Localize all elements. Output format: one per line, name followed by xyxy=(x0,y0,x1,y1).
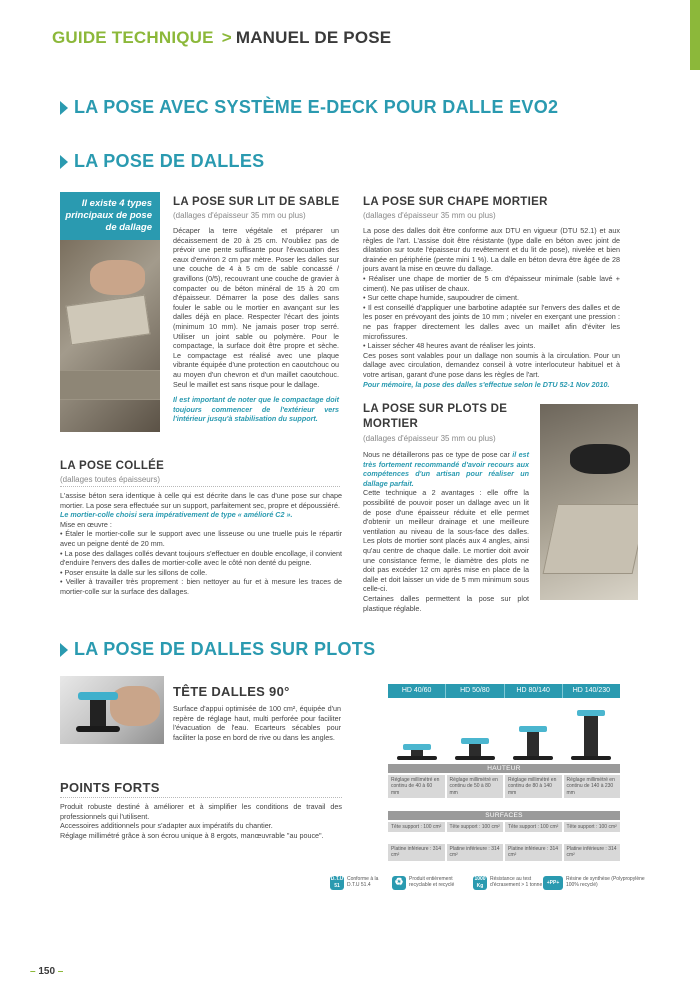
pedestal-icon xyxy=(513,726,553,760)
product-table xyxy=(388,684,620,884)
pp-icon: +PP+ xyxy=(543,876,563,890)
mortar-pads-title-line1: LA POSE SUR PLOTS DE xyxy=(363,403,508,415)
header-title: GUIDE TECHNIQUE xyxy=(52,28,214,47)
mortar-pads-title-line2: MORTIER xyxy=(363,418,419,430)
badge-label: Résine de synthèse (Polypropylène 100% recyclé) xyxy=(566,876,645,888)
product-header xyxy=(388,684,620,698)
mortar-pads-intro: Nous ne détaillerons pas ce type de pose car xyxy=(363,450,510,459)
arrow-icon xyxy=(60,155,68,169)
glued-title: LA POSE COLLÉE xyxy=(60,460,165,472)
product-label: HD 80/140 xyxy=(505,684,563,698)
pedestal-icon xyxy=(571,710,611,760)
badge-recycle xyxy=(392,876,467,890)
base-cell: Platine inférieure : 314 cm² xyxy=(388,844,445,861)
badge-weight xyxy=(473,876,550,890)
sand-subtitle: (dallages d'épaisseur 35 mm ou plus) xyxy=(173,211,306,220)
glued-subtitle: (dallages toutes épaisseurs) xyxy=(60,475,161,484)
pedestal-icon xyxy=(397,744,437,760)
divider xyxy=(60,486,340,487)
glued-text2: Mise en œuvre : xyxy=(60,519,112,529)
pedestal-head-title: TÊTE DALLES 90° xyxy=(173,684,290,699)
mortar-screed-text2: Ces poses sont valables pour un dallage non soumis à la circulation. Pour un dallage avec circulation, demandez conseil à votre interlocuteur habituel et à votre artisan, garant d'une pose dans les règles de l'art. xyxy=(363,350,620,379)
header-subtitle: MANUEL DE POSE xyxy=(235,28,392,47)
glued-bullet: • La pose des dallages collés devant toujours s'effectuer en double encollage, il convient d'enduire l'envers des dalles de mortier-colle avec le côté non denté du peigne. xyxy=(60,548,342,568)
sand-laying-photo xyxy=(60,240,160,432)
divider xyxy=(60,797,342,798)
mortar-screed-bullet: • Sur cette chape humide, saupoudrer de ciment. xyxy=(363,293,519,303)
mortar-screed-subtitle: (dallages d'épaisseur 35 mm ou plus) xyxy=(363,211,496,220)
badge-label: Conforme à la D.T.U 51.4 xyxy=(347,876,379,888)
height-cell: Réglage millimétré en continu de 50 à 80 mm xyxy=(447,775,504,798)
product-label: HD 50/80 xyxy=(446,684,504,698)
page-header xyxy=(52,28,391,48)
strengths-line: Accessoires additionnels pour s'adapter aux impératifs du chantier. xyxy=(60,821,273,831)
head-cell: Tête support : 100 cm² xyxy=(388,822,445,832)
head-cell: Tête support : 100 cm² xyxy=(564,822,621,832)
base-cell: Platine inférieure : 314 cm² xyxy=(564,844,621,861)
page-footer: – 150 – xyxy=(30,966,64,977)
corner-accent-bar xyxy=(690,0,700,70)
badge-dtu xyxy=(330,876,383,890)
product-images xyxy=(388,702,620,760)
mortar-pads-title xyxy=(363,402,507,432)
strengths-line: Produit robuste destiné à améliorer et à simplifier les conditions de travail des professionnels qui l'utilisent. xyxy=(60,802,342,821)
main-title-text: LA POSE AVEC SYSTÈME E-DECK POUR DALLE EVO2 xyxy=(74,97,559,117)
section2-title-text: LA POSE DE DALLES SUR PLOTS xyxy=(74,639,376,659)
base-cell: Platine inférieure : 314 cm² xyxy=(505,844,562,861)
height-cell: Réglage millimétré en continu de 140 à 230 mm xyxy=(564,775,621,798)
pedestal-icon xyxy=(455,738,495,760)
section1-title xyxy=(60,151,264,172)
mortar-pads-photo xyxy=(540,404,638,600)
arrow-icon xyxy=(60,643,68,657)
height-cell: Réglage millimétré en continu de 80 à 140 mm xyxy=(505,775,562,798)
pedestal-photo xyxy=(60,676,164,744)
mortar-pads-subtitle: (dallages d'épaisseur 35 mm ou plus) xyxy=(363,434,496,443)
base-row xyxy=(388,844,620,861)
mortar-pads-emphasis: il est très fortement recommandé d'avoir recours aux compétences d'un artisan pour réaliser un dallage parfait. xyxy=(363,450,529,488)
arrow-icon xyxy=(60,101,68,115)
section1-title-text: LA POSE DE DALLES xyxy=(74,151,265,171)
pedestal-head-text: Surface d'appui optimisée de 100 cm², équipée d'un repère de réglage haut, multi perforée pour faciliter l'évacuation de l'eau. Ecarteurs sécables pour faciliter la pose en bord de rive ou dans les angles. xyxy=(173,704,341,742)
mortar-screed-text: La pose des dalles doit être conforme aux DTU en vigueur (DTU 52.1) et aux règles de l'art. L'assise doit être résistante (type dalle en béton avec joint de dilatation sur toute l'épaisseur du revêtement et du lit de pose), nivelée et bien drainée en périphérie (pente mini 1 %). La dalle en béton devra être âgée de 28 jours avant la mise en œuvre du dallage. xyxy=(363,226,620,274)
product-label: HD 40/60 xyxy=(388,684,446,698)
badge-label: Résistance au test d'écrasement > 1 tonne xyxy=(490,876,543,888)
mortar-screed-title: LA POSE SUR CHAPE MORTIER xyxy=(363,196,548,208)
mortar-screed-note: Pour mémoire, la pose des dalles s'effectue selon le DTU 52-1 Nov 2010. xyxy=(363,379,610,389)
glued-bullet: • Poser ensuite la dalle sur les sillons de colle. xyxy=(60,567,208,577)
mortar-pads-last: Certaines dalles permettent la pose sur plot plastique réglable. xyxy=(363,593,529,613)
strengths-body xyxy=(60,802,342,840)
sand-note: Il est important de noter que le compactage doit toujours commencer de l'extérieur vers l'intérieur jusqu'à stabilisation du support. xyxy=(173,395,339,424)
base-cell: Platine inférieure : 314 cm² xyxy=(447,844,504,861)
strengths-title: POINTS FORTS xyxy=(60,780,160,795)
glued-emphasis: Le mortier-colle choisi sera impérativement de type « amélioré C2 ». xyxy=(60,510,293,520)
product-label: HD 140/230 xyxy=(572,687,611,694)
head-cell: Tête support : 100 cm² xyxy=(447,822,504,832)
recycle-icon: ♻ xyxy=(392,876,406,890)
mortar-screed-body xyxy=(363,226,620,389)
sand-title: LA POSE SUR LIT DE SABLE xyxy=(173,196,340,208)
glued-bullet: • Veiller à travailler très proprement : bien nettoyer au fur et à mesure les traces de mortier-colle sur la surface des dallages. xyxy=(60,577,342,596)
dtu-icon: D.T.U 51 xyxy=(330,876,344,889)
head-row xyxy=(388,822,620,832)
head-cell: Tête support : 100 cm² xyxy=(505,822,562,832)
info-box-text: Il existe 4 types principaux de pose de dallage xyxy=(65,198,152,233)
sand-body xyxy=(173,226,339,424)
surfaces-band: SURFACES xyxy=(388,811,620,820)
mortar-screed-bullet: • Réaliser une chape de mortier de 5 cm d'épaisseur minimale (sable lavé + ciment). Ne pas utiliser de chaux. xyxy=(363,273,620,293)
mortar-screed-bullet: • Il est conseillé d'appliquer une barbotine adaptée sur l'envers des dalles et de les poser en prévoyant des joints de 10 mm ; niveler en exerçant une pression : ne pas frapper directement les dalles avec un maillet afin d'éviter les microfissures. xyxy=(363,302,620,341)
mortar-pads-text: Cette technique a 2 avantages : elle offre la possibilité de pouvoir poser un dallage avec un lit de pose d'une épaisseur réduite et elle permet d'obtenir un meilleur drainage et une meilleure ventilation au niveau de la sous-face des dalles. Les plots de mortier sont placés aux 4 angles, ainsi qu'au centre de chaque dalle. Le mortier doit avoir une consistance ferme, le diamètre des plots ne doit pas excéder 12 cm après mise en place de la dalle et doit laisser un vide de 5 mm minimum sous celle-ci. xyxy=(363,488,529,594)
badge-label: Produit entièrement recyclable et recyclé xyxy=(409,876,455,888)
strengths-line: Réglage millimétré grâce à son écrou unique à 8 ergots, manœuvrable "au pouce". xyxy=(60,830,324,840)
glued-text1: L'assise béton sera identique à celle qui est décrite dans le cas d'une pose sur chape mortier. La pose sera effectuée sur un support, parfaitement sec, propre et dépoussiéré. xyxy=(60,491,342,510)
page-number: 150 xyxy=(38,966,56,977)
main-title xyxy=(60,97,558,118)
glued-bullet: • Étaler le mortier-colle sur le support avec une lisseuse ou une truelle puis le répartir avec un peigne denté de 20 mm. xyxy=(60,529,342,548)
height-row xyxy=(388,775,620,798)
height-cell: Réglage millimétré en continu de 40 à 60 mm xyxy=(388,775,445,798)
weight-icon: 1000 Kg xyxy=(474,876,486,889)
certification-badges xyxy=(330,876,650,906)
badge-pp xyxy=(543,876,646,890)
header-separator-icon: > xyxy=(221,28,232,47)
mortar-pads-body xyxy=(363,450,529,613)
sand-text: Décaper la terre végétale et préparer un décaissement de 20 à 25 cm. N'oubliez pas de prévoir une pente suffisante pour l'évacuation des eaux d'environ 2 cm par mètre. Poser les dalles sur une couche de 4 à 5 cm de sable concassé / gravillons (0/5), recouvrant une couche de gravier à compacter ou de béton minéral de 15 à 20 cm d'épaisseur. Démarrer la pose des dalles sans fouler le sable ou le mortier en avançant sur les dalles déjà en place. Respecter l'écart des joints (minimum 10 mm). Ne jamais poser trop serré. Utiliser un joint sable ou polymère. Pour le compactage, la surface doit être propre et sèche. Le compactage est réalisé avec une plaque vibrante équipée d'une protection en caoutchouc ou au moyen d'un chevron et d'un maillet caoutchouc. Seul le maillet est sans risque pour le dallage. xyxy=(173,226,339,389)
mortar-screed-bullet: • Laisser sécher 48 heures avant de réaliser les joints. xyxy=(363,341,536,351)
height-band: HAUTEUR xyxy=(388,764,620,773)
section2-title xyxy=(60,639,375,660)
glued-body xyxy=(60,491,342,597)
